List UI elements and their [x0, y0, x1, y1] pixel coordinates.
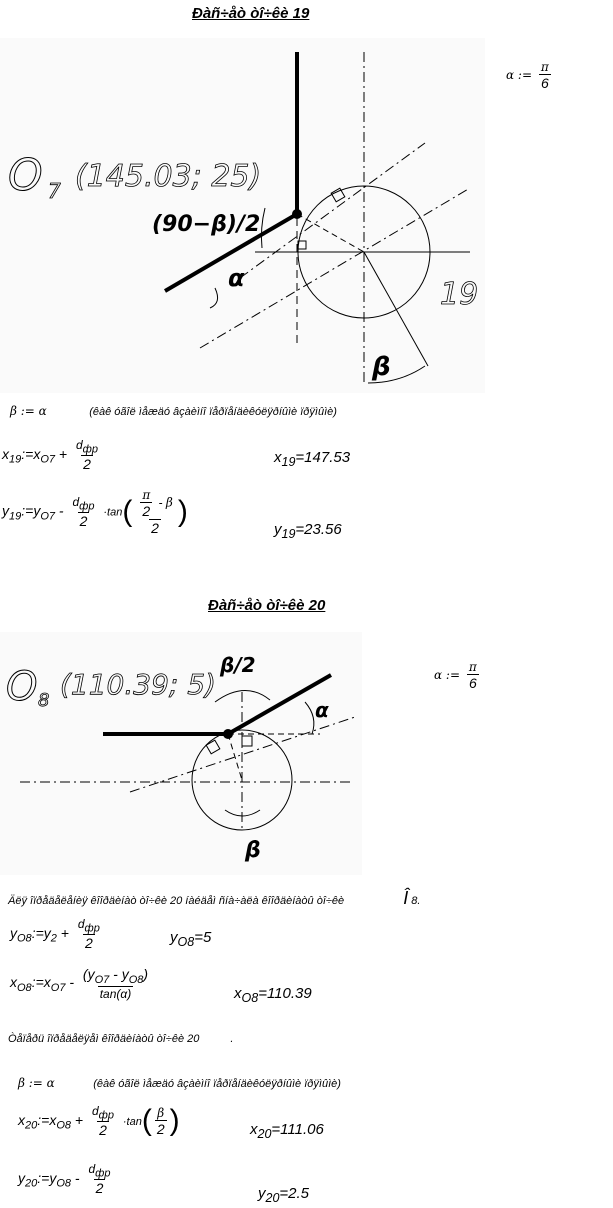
formula-xO8: $x_{O8}:=x_{O7}$ - $\frac{(y_{O7} - y_{O8})}{\tan(\alpha)}$ [10, 966, 149, 1001]
point-coords-o8: (110.39; 5) [60, 668, 216, 701]
alpha-definition-20: α := $\frac{\pi}{6}$ [434, 660, 477, 691]
svg-text:8: 8 [38, 690, 50, 711]
point-label-o8: O [6, 664, 38, 710]
angle-label-beta-half: β/2 [220, 653, 256, 677]
point-number-19: 19 [440, 277, 479, 312]
formula-x20: $x_{20}:=x_{O8}$ + $\frac{d_{фр}}{2}$ ·tan( $\frac{\beta}{2}$ ) [18, 1104, 180, 1139]
result-y20: $y_{20}=2.5$ [258, 1185, 310, 1205]
alpha-label: α [228, 264, 245, 292]
beta-label: β [372, 352, 391, 382]
result-yO8: $y_{O8}=5$ [170, 929, 212, 949]
formula-y20: $y_{20}:=y_{O8}$ - $\frac{d_{фр}}{2}$ [18, 1162, 111, 1197]
formula-yO8: $y_{O8}:=y_2$ + $\frac{d_{фр}}{2}$ [10, 917, 100, 952]
note-o8: Äëÿ îïðåäåëåíèÿ êîîðäèíàò òî÷êè 20 íàéäåì ñíà÷àëà êîîðäèíàòû òî÷êè Î 8. [8, 888, 421, 908]
result-x19: $x_{19}=147.53$ [274, 449, 351, 469]
section-19-title: Ðàñ÷åò òî÷êè 19 [192, 5, 310, 22]
beta-definition-19: β := α (êàê óãîë ìåæäó âçàèìíî ïåðïåíäèêóëÿðíûìè ïðÿìûìè) [10, 404, 337, 418]
section-20-title: Ðàñ÷åò òî÷êè 20 [208, 597, 326, 614]
formula-y19: $y_{19}:=y_{O7}$ - $\frac{d_{фр}}{2}$ ·tan( $\frac{\pi}{2}$ - β 2 ) [2, 488, 188, 536]
beta-label-20: β [245, 838, 261, 863]
beta-definition-20: β := α (êàê óãîë ìåæäó âçàèìíî ïåðïåíäèêóëÿðíûìè ïðÿìûìè) [18, 1076, 341, 1090]
alpha-label-20: α [315, 698, 329, 722]
result-x20: $x_{20}=111.06$ [250, 1121, 324, 1141]
result-xO8: $x_{O8}=110.39$ [234, 985, 312, 1005]
svg-text:7: 7 [48, 179, 61, 203]
point-label-o7: O [8, 150, 43, 201]
result-y19: $y_{19}=23.56$ [274, 521, 342, 541]
alpha-definition-19: α := $\frac{\pi}{6}$ [506, 60, 549, 91]
note-point-20: Òåïåðü îïðåäåëÿåì êîîðäèíàòû òî÷êè 20 . [8, 1033, 234, 1045]
formula-x19: $x_{19}:=x_{O7}$ + $\frac{d_{фр}}{2}$ [2, 438, 98, 473]
point-coords-o7: (145.03; 25) [75, 159, 262, 194]
diagram-point-20 [0, 632, 362, 875]
diagram-point-19 [0, 38, 485, 393]
angle-label-90-beta: (90−β)/2 [152, 212, 261, 237]
